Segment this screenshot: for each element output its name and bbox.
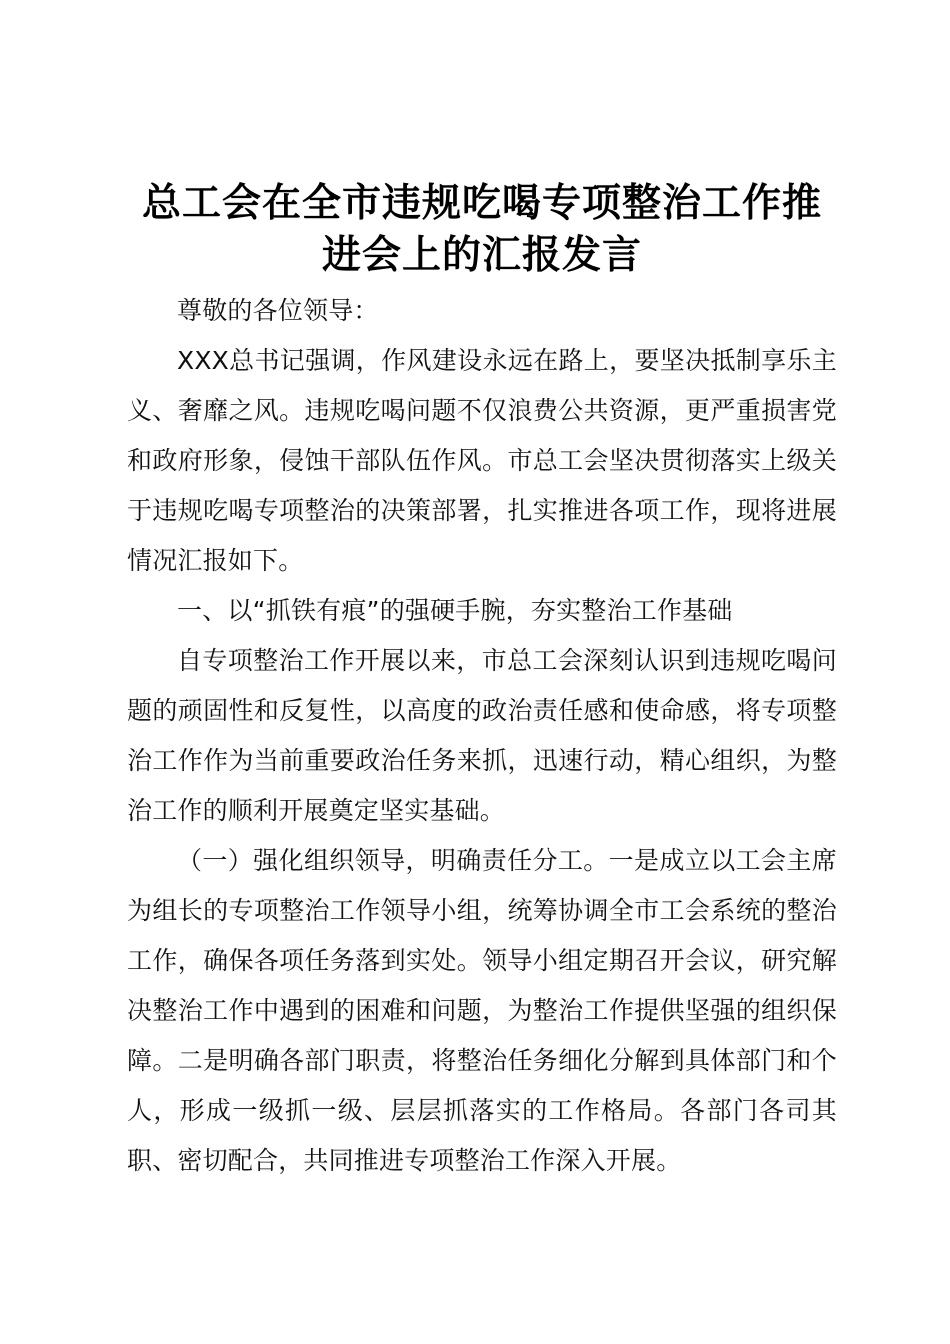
document-text <box>127 286 837 1186</box>
title-line-2: 进会上的汇报发言 <box>321 233 642 278</box>
paragraph-section-1: 自专项整治工作开展以来，市总工会深刻认识到违规吃喝问题的顽固性和反复性，以高度的政治责任感和使命感，将专项整治工作作为当前重要政治任务来抓，迅速行动，精心组织，为整治工作的顺利开展奠定坚实基础。 <box>127 646 837 825</box>
paragraph-intro: XXX总书记强调，作风建设永远在路上，要坚决抵制享乐主义、奢靡之风。违规吃喝问题不仅浪费公共资源，更严重损害党和政府形象，侵蚀干部队伍作风。市总工会坚决贯彻落实上级关于违规吃喝专项整治的决策部署，扎实推进各项工作，现将进展情况汇报如下。 <box>127 346 837 575</box>
document-body <box>127 178 837 1186</box>
paragraph-subsection-1: （一）强化组织领导，明确责任分工。一是成立以工会主席为组长的专项整治工作领导小组，统筹协调全市工会系统的整治工作，确保各项任务落到实处。领导小组定期召开会议，研究解决整治工作中遇到的困难和问题，为整治工作提供坚强的组织保障。二是明确各部门职责，将整治任务细化分解到具体部门和个人，形成一级抓一级、层层抓落实的工作格局。各部门各司其职、密切配合，共同推进专项整治工作深入开展。 <box>127 846 837 1175</box>
document-title <box>127 178 837 282</box>
section-heading-1: 一、以“抓铁有痕”的强硬手腕，夯实整治工作基础 <box>177 596 733 625</box>
salutation: 尊敬的各位领导： <box>177 296 379 325</box>
title-line-1: 总工会在全市违规吃喝专项整治工作推 <box>141 181 822 226</box>
